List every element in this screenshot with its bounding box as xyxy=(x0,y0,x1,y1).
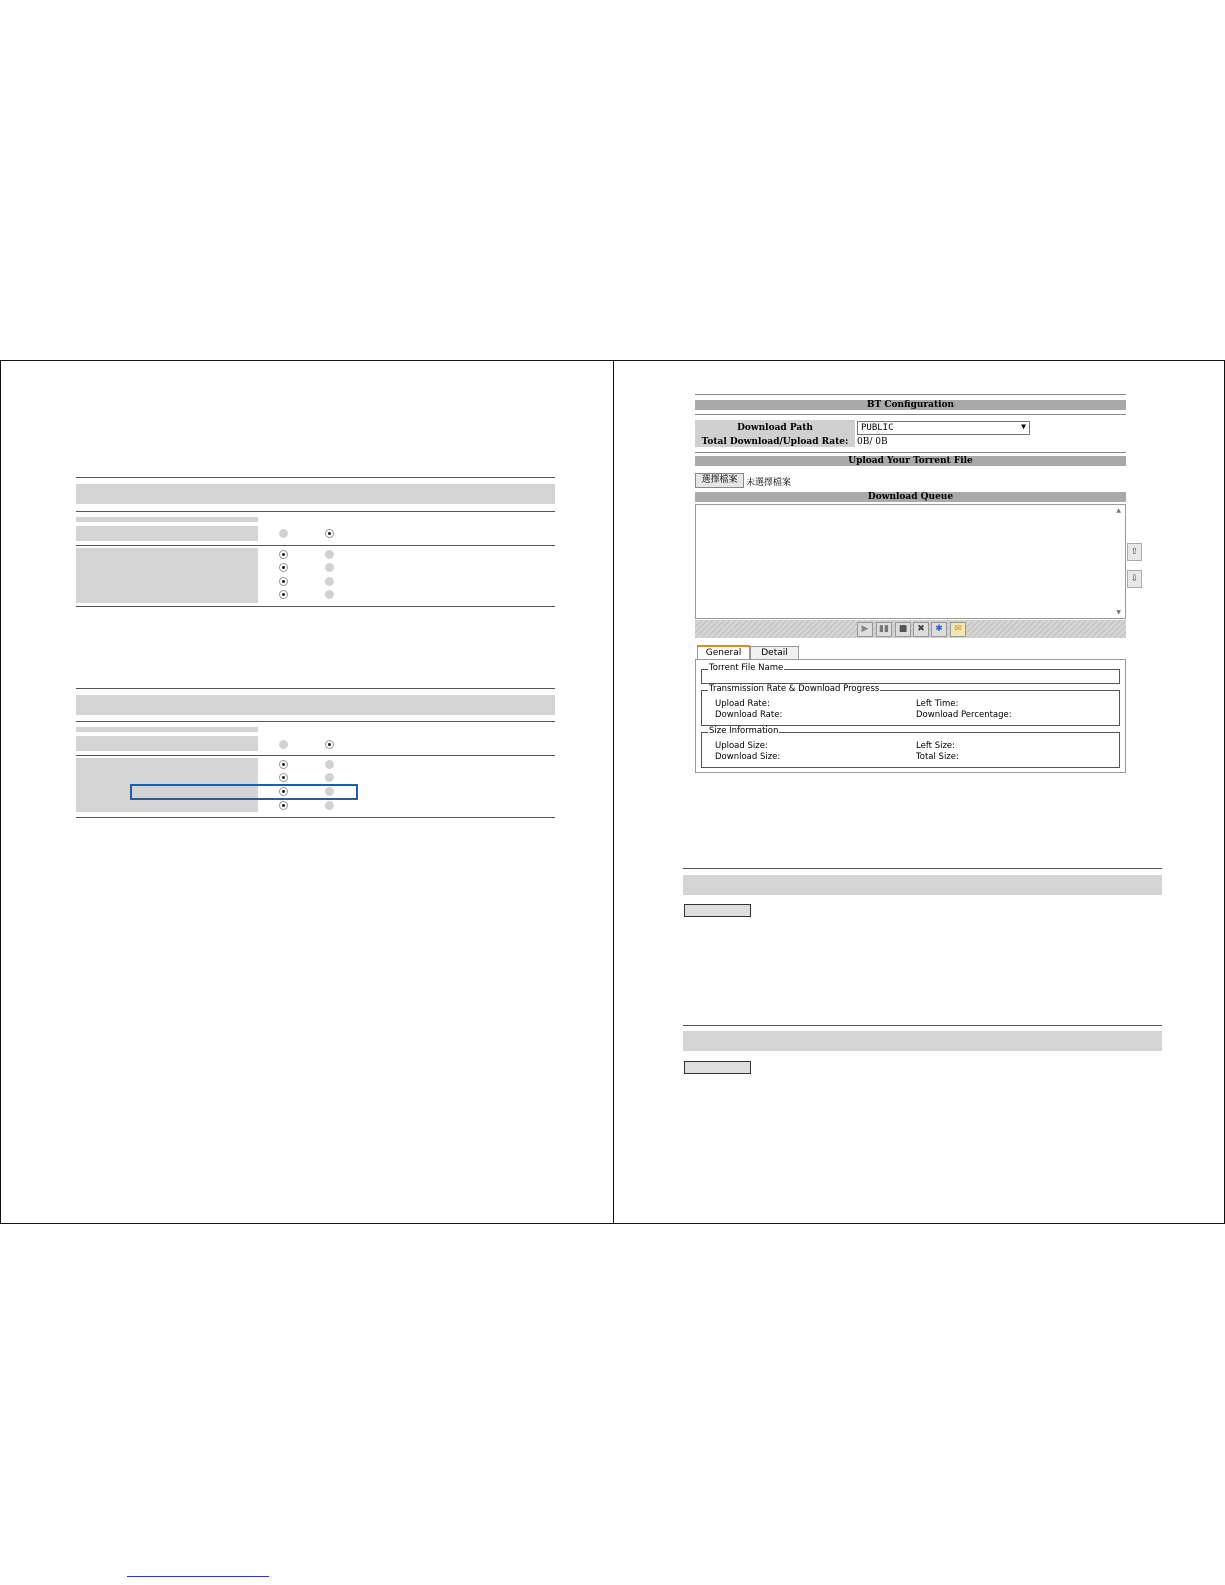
download-size-label: Download Size: xyxy=(715,752,781,762)
mail-icon[interactable]: ✉ xyxy=(950,622,966,637)
download-rate-label: Download Rate: xyxy=(715,710,783,720)
arrow-up-icon[interactable]: ⇧ xyxy=(1127,543,1142,561)
table1-radio-off[interactable] xyxy=(279,529,288,538)
delete-icon[interactable]: ✖ xyxy=(913,622,929,637)
table1-header xyxy=(76,484,555,504)
table1-group-label xyxy=(76,548,258,603)
table2-radio-off[interactable] xyxy=(279,740,288,749)
stop-icon[interactable]: ■ xyxy=(895,622,911,637)
table1-r2-on[interactable] xyxy=(279,563,288,572)
total-rate-value: 0B/ 0B xyxy=(857,437,888,447)
size-information-group xyxy=(701,726,1120,768)
table1-r1-on[interactable] xyxy=(279,550,288,559)
table1-r3-on[interactable] xyxy=(279,577,288,586)
table2-label-strip xyxy=(76,727,258,732)
highlight-box xyxy=(130,784,358,800)
table3-button[interactable] xyxy=(684,904,751,917)
table1-top-rule xyxy=(76,477,555,478)
bt-top-rule xyxy=(695,394,1126,395)
table1-r4-off[interactable] xyxy=(325,590,334,599)
footer-link-underline[interactable] xyxy=(127,1576,269,1577)
table2-r4-on[interactable] xyxy=(279,801,288,810)
table2-row-label xyxy=(76,736,258,751)
download-path-select[interactable] xyxy=(857,421,1030,435)
table4-header xyxy=(683,1031,1162,1051)
play-icon[interactable]: ▶ xyxy=(857,622,873,637)
table3-top-rule xyxy=(683,868,1162,869)
bt-rule xyxy=(695,414,1126,415)
table4-button[interactable] xyxy=(684,1061,751,1074)
table2-mid-rule xyxy=(76,755,555,756)
table1-label-strip xyxy=(76,517,258,522)
scroll-up-icon[interactable]: ▲ xyxy=(1116,507,1121,514)
settings-icon[interactable]: ✱ xyxy=(931,622,947,637)
table2-bottom-rule xyxy=(76,817,555,818)
table4-top-rule xyxy=(683,1025,1162,1026)
table2-top-rule xyxy=(76,688,555,689)
upload-rate-label: Upload Rate: xyxy=(715,699,770,709)
tab-general[interactable]: General xyxy=(697,645,750,660)
left-time-label: Left Time: xyxy=(916,699,959,709)
left-size-label: Left Size: xyxy=(916,741,956,751)
table2-header xyxy=(76,695,555,715)
pause-icon[interactable]: ▮▮ xyxy=(876,622,892,637)
upload-section-title: Upload Your Torrent File xyxy=(695,456,1126,466)
table1-r4-on[interactable] xyxy=(279,590,288,599)
table1-mid-rule xyxy=(76,545,555,546)
torrent-file-name-legend: Torrent File Name xyxy=(709,663,784,673)
table1-rule xyxy=(76,511,555,512)
total-size-label: Total Size: xyxy=(916,752,959,762)
tab-detail[interactable]: Detail xyxy=(750,646,799,660)
arrow-down-icon[interactable]: ⇩ xyxy=(1127,570,1142,588)
upload-size-label: Upload Size: xyxy=(715,741,768,751)
table1-r2-off[interactable] xyxy=(325,563,334,572)
choose-file-button[interactable]: 選擇檔案 xyxy=(695,473,744,488)
download-queue-title: Download Queue xyxy=(695,492,1126,502)
bt-config-title: BT Configuration xyxy=(695,400,1126,410)
download-percentage-label: Download Percentage: xyxy=(916,710,1012,720)
download-queue-list[interactable] xyxy=(695,504,1126,619)
rate-progress-group xyxy=(701,684,1120,726)
table3-header xyxy=(683,875,1162,895)
table1-r1-off[interactable] xyxy=(325,550,334,559)
table2-r2-off[interactable] xyxy=(325,773,334,782)
table2-r2-on[interactable] xyxy=(279,773,288,782)
scroll-down-icon[interactable]: ▼ xyxy=(1116,609,1121,616)
total-rate-label: Total Download/Upload Rate: xyxy=(701,437,849,447)
table2-radio-on[interactable] xyxy=(325,740,334,749)
size-information-legend: Size Information xyxy=(709,726,779,736)
chevron-down-icon: ▼ xyxy=(1021,422,1026,431)
table1-row-label xyxy=(76,526,258,541)
table2-rule xyxy=(76,721,555,722)
download-path-value: PUBLIC xyxy=(861,423,894,433)
table1-radio-on[interactable] xyxy=(325,529,334,538)
right-page xyxy=(613,360,1225,1224)
rate-progress-legend: Transmission Rate & Download Progress xyxy=(709,684,880,694)
download-path-label: Download Path xyxy=(737,423,813,433)
no-file-text: 未選擇檔案 xyxy=(746,478,792,488)
table1-bottom-rule xyxy=(76,606,555,607)
table2-r1-off[interactable] xyxy=(325,760,334,769)
torrent-file-name-group xyxy=(701,663,1120,684)
table2-r1-on[interactable] xyxy=(279,760,288,769)
bt-rule-2 xyxy=(695,452,1126,453)
table1-r3-off[interactable] xyxy=(325,577,334,586)
table2-r4-off[interactable] xyxy=(325,801,334,810)
